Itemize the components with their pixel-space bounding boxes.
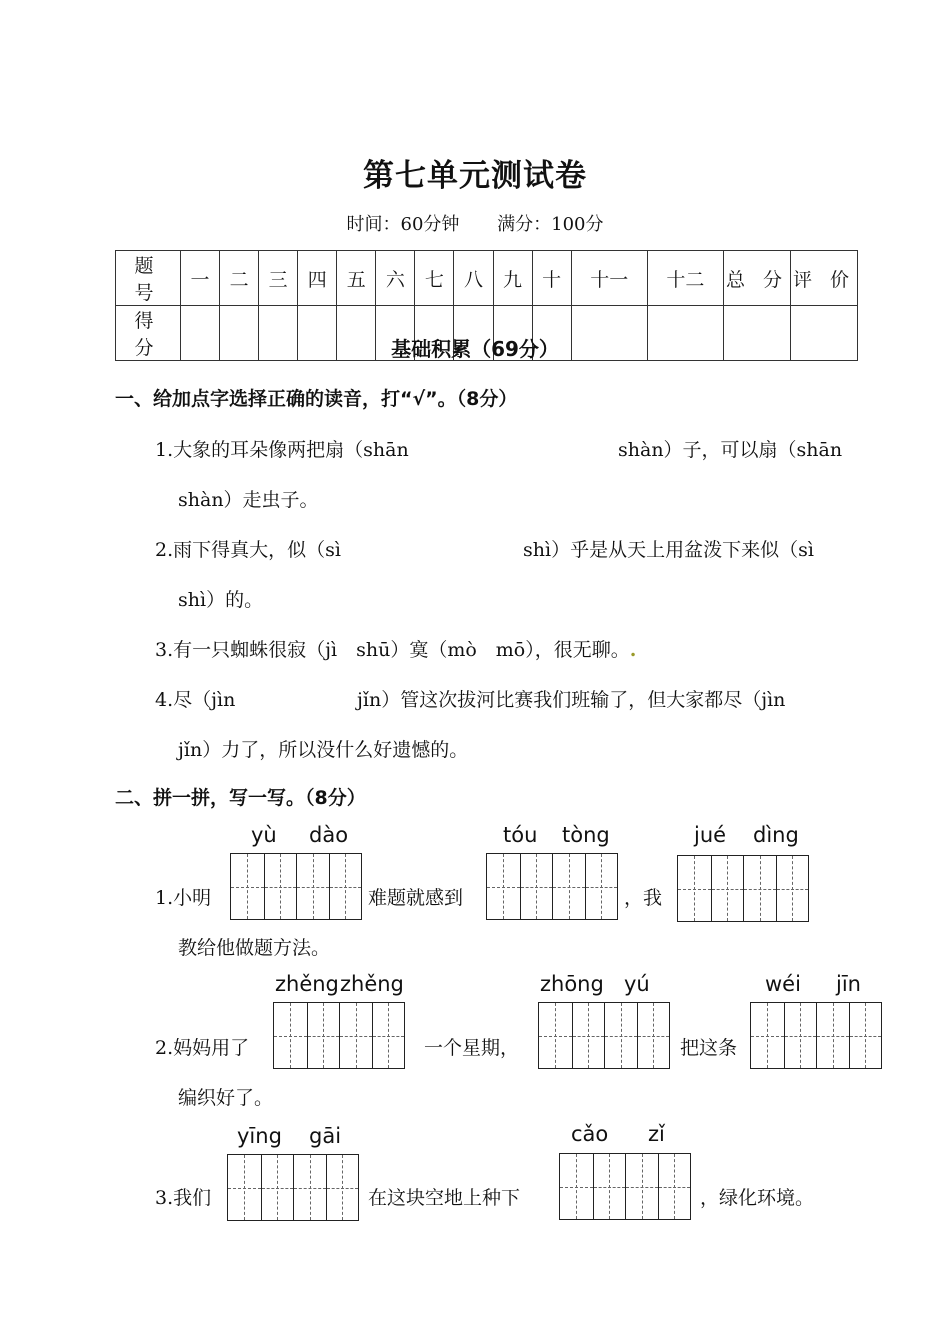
pinyin: yīng [237,1124,282,1148]
col-2: 二 [220,251,259,306]
writing-grid[interactable] [486,853,618,920]
pinyin: zhěng [340,972,404,996]
item-number: 1. [155,439,174,461]
section-title: 基础积累（69分） [391,337,559,361]
item-text: 大象的耳朵像两把扇（shān [173,439,409,461]
q2-s1-mid: 难题就感到 [368,887,464,909]
item-text: 雨下得真大，似（sì [173,539,341,561]
pinyin: dìng [753,823,799,847]
q1-heading: 一、给加点字选择正确的读音，打“√”。（8分） [115,388,518,410]
q2-s2-start [155,1033,249,1060]
col-4: 四 [298,251,337,306]
col-1: 一 [181,251,220,306]
q2-s3-after: ，绿化环境。 [700,1187,815,1209]
row-label-question-number: 题 号 [116,251,181,306]
col-12: 十二 [647,251,723,306]
q2-heading: 二、拼一拼，写一写。（8分） [115,787,366,809]
item-text: 小明 [173,887,212,909]
stray-mark: . [629,639,637,661]
col-11: 十一 [571,251,647,306]
col-6: 六 [376,251,415,306]
col-eval: 评 价 [791,251,858,306]
q2-s1-after: ，我 [624,887,663,909]
col-9: 九 [493,251,532,306]
writing-grid[interactable] [750,1002,882,1069]
q2-s3-start [155,1183,211,1210]
q1-item-1-line1-tail: shàn）子，可以扇（shān [618,439,843,461]
pinyin: zhōng [540,972,604,996]
col-7: 七 [415,251,454,306]
col-8: 八 [454,251,493,306]
col-10: 十 [532,251,571,306]
pinyin: zhěng [275,972,339,996]
item-text: 尽（jìn [173,689,236,711]
exam-info [0,210,950,236]
q1-item-4-line1 [155,685,235,712]
q1-item-3 [155,635,636,662]
item-text: 我们 [173,1187,212,1209]
writing-grid[interactable] [230,853,362,920]
col-5: 五 [337,251,376,306]
full-score: 满分：100分 [497,214,604,235]
q2-s3-mid: 在这块空地上种下 [368,1187,521,1209]
item-number: 2. [155,539,174,561]
pinyin: gāi [309,1124,342,1148]
q2-s1-line2: 教给他做题方法。 [178,937,331,959]
pinyin: dào [309,823,349,847]
time-limit: 时间：60分钟 [346,214,460,235]
pinyin: cǎo [571,1122,609,1146]
writing-grid[interactable] [559,1153,691,1220]
writing-grid[interactable] [538,1002,670,1069]
item-number: 3. [155,639,174,661]
item-text: 有一只蜘蛛很寂（jì shū）寞（mò mō），很无聊。 [173,639,630,661]
pinyin: wéi [765,972,801,996]
item-number: 2. [155,1037,174,1059]
pinyin: tòng [562,823,610,847]
pinyin: jué [694,823,727,847]
q1-item-2-line2: shì）的。 [178,589,264,611]
pinyin: yú [624,972,650,996]
score-table-header-row [116,251,858,306]
item-number: 1. [155,887,174,909]
col-total: 总 分 [724,251,791,306]
pinyin: tóu [503,823,538,847]
pinyin: yù [251,823,277,847]
row-label-score: 得 分 [116,306,181,361]
q1-item-4-line1-tail: jǐn）管这次拔河比赛我们班输了，但大家都尽（jìn [357,689,786,711]
item-number: 3. [155,1187,174,1209]
col-3: 三 [259,251,298,306]
pinyin: zǐ [648,1122,665,1146]
q2-s1-start [155,883,211,910]
q1-item-4-line2: jǐn）力了，所以没什么好遗憾的。 [178,739,469,761]
item-text: 妈妈用了 [173,1037,250,1059]
q2-s2-line2: 编织好了。 [178,1087,274,1109]
q1-item-2-line1 [155,535,341,562]
page-title: 第七单元测试卷 [363,158,587,194]
q2-s2-after: 把这条 [680,1037,738,1059]
q1-item-1-line2: shàn）走虫子。 [178,489,319,511]
q2-s2-mid: 一个星期， [424,1037,520,1059]
writing-grid[interactable] [677,855,809,922]
q1-item-1-line1 [155,435,409,462]
q1-item-2-line1-tail: shì）乎是从天上用盆泼下来似（sì [523,539,814,561]
item-number: 4. [155,689,174,711]
writing-grid[interactable] [273,1002,405,1069]
pinyin: jīn [836,972,861,996]
writing-grid[interactable] [227,1154,359,1221]
